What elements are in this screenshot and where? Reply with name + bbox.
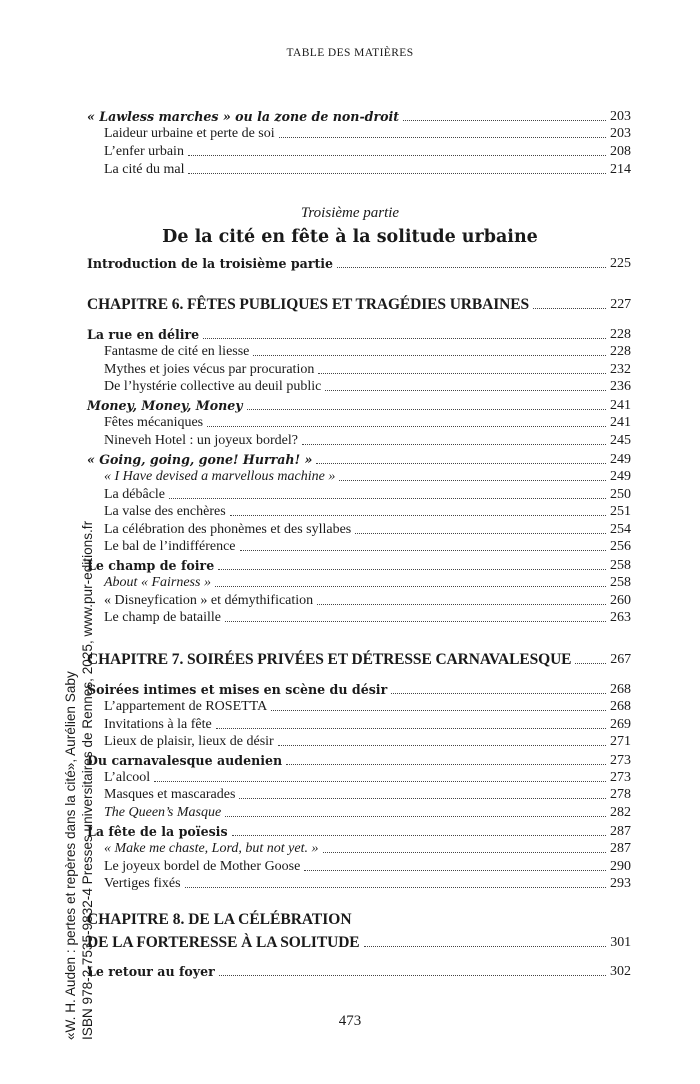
leader-dots [391, 693, 606, 694]
toc-entry[interactable] [87, 874, 631, 892]
leader-dots [215, 586, 606, 587]
toc-entry-label: Fêtes mécaniques [104, 415, 204, 430]
toc-entry-page: 236 [610, 379, 631, 394]
leader-dots [169, 498, 606, 499]
toc-entry-label: Mythes et joies vécus par procuration [104, 362, 315, 377]
toc-entry[interactable] [87, 768, 631, 786]
toc-entry[interactable] [87, 431, 631, 449]
leader-dots [230, 515, 606, 516]
toc-chapter-label: DE LA FORTERESSE À LA SOLITUDE [87, 934, 360, 951]
toc-entry[interactable] [87, 142, 631, 160]
toc-entry-page: 208 [610, 144, 631, 159]
toc-entry-page: 228 [610, 327, 631, 342]
leader-dots [403, 120, 606, 121]
toc-entry[interactable] [87, 254, 631, 272]
leader-dots [239, 798, 606, 799]
leader-dots [207, 426, 606, 427]
toc-entry-label: Du carnavalesque audenien [87, 753, 283, 768]
toc-entry[interactable] [87, 803, 631, 821]
toc-entry-label: La valse des enchères [104, 504, 226, 519]
toc-entry-page: 245 [610, 433, 631, 448]
leader-dots [316, 463, 606, 464]
toc-chapter[interactable] [87, 291, 631, 313]
toc-entry-page: 287 [610, 824, 631, 839]
toc-entry-page: 271 [610, 734, 631, 749]
toc-entry-label: La cité du mal [104, 162, 185, 177]
toc-entry-label: Le champ de foire [87, 558, 215, 573]
toc-entry[interactable] [87, 556, 631, 574]
toc-entry-label: « Lawless marches » ou la zone de non-droit [87, 109, 400, 124]
toc-entry-page: 249 [610, 469, 631, 484]
toc-entry-label: Money, Money, Money [87, 398, 243, 413]
toc-entry[interactable] [87, 502, 631, 520]
toc-entry-page: 232 [610, 362, 631, 377]
leader-dots [304, 870, 606, 871]
toc-entry-page: 302 [610, 964, 631, 979]
toc-entry[interactable] [87, 360, 631, 378]
toc-entry[interactable] [87, 537, 631, 555]
toc-entry-label: Le joyeux bordel de Mother Goose [104, 859, 301, 874]
toc-entry[interactable] [87, 680, 631, 698]
running-head: TABLE DES MATIÈRES [286, 47, 414, 59]
side-credit-line-2: ISBN 978-2-7535-9832-4 Presses universitaires de Rennes, 2025, www.pur-editions.fr [80, 520, 95, 1040]
toc-entry-page: 227 [610, 297, 631, 312]
toc-entry-label: La fête de la poïesis [87, 824, 228, 839]
leader-dots [240, 550, 606, 551]
part-label: Troisième partie [300, 205, 400, 221]
toc-entry-page: 293 [610, 876, 631, 891]
toc-entry-page: 268 [610, 682, 631, 697]
toc-entry-label: Soirées intimes et mises en scène du désir [87, 682, 388, 697]
toc-entry-page: 263 [610, 610, 631, 625]
leader-dots [232, 835, 606, 836]
toc-entry[interactable] [87, 325, 631, 343]
toc-entry-label: « I Have devised a marvellous machine » [104, 469, 336, 484]
toc-entry-label: Fantasme de cité en liesse [104, 344, 250, 359]
toc-entry[interactable] [87, 608, 631, 626]
toc-entry[interactable] [87, 591, 631, 609]
toc-entry-label: « Make me chaste, Lord, but not yet. » [104, 841, 319, 856]
toc-entry[interactable] [87, 124, 631, 142]
leader-dots [533, 308, 606, 309]
leader-dots [185, 887, 606, 888]
toc-entry-label: Le retour au foyer [87, 964, 215, 979]
toc-entry-page: 203 [610, 126, 631, 141]
toc-entry-page: 258 [610, 558, 631, 573]
leader-dots [188, 173, 606, 174]
toc-entry[interactable] [87, 715, 631, 733]
page-number: 473 [338, 1013, 362, 1029]
leader-dots [271, 710, 606, 711]
leader-dots [325, 390, 606, 391]
toc-entry-label: La rue en délire [87, 327, 200, 342]
toc-entry[interactable] [87, 520, 631, 538]
leader-dots [575, 663, 606, 664]
leader-dots [218, 569, 606, 570]
leader-dots [318, 373, 606, 374]
toc-entry-label: Le champ de bataille [104, 610, 221, 625]
toc-entry[interactable] [87, 485, 631, 503]
leader-dots [364, 946, 607, 947]
toc-entry-label: Introduction de la troisième partie [87, 256, 334, 271]
toc-entry[interactable] [87, 732, 631, 750]
leader-dots [355, 533, 606, 534]
toc-chapter[interactable] [87, 646, 631, 668]
toc-entry-label: Vertiges fixés [104, 876, 181, 891]
toc-entry[interactable] [87, 822, 631, 840]
toc-entry-page: 228 [610, 344, 631, 359]
toc-entry-page: 282 [610, 805, 631, 820]
leader-dots [279, 137, 606, 138]
leader-dots [278, 745, 606, 746]
leader-dots [225, 621, 606, 622]
leader-dots [247, 409, 606, 410]
toc-entry-page: 267 [610, 652, 631, 667]
toc-chapter-label: CHAPITRE 6. FÊTES PUBLIQUES ET TRAGÉDIES URBAINES [87, 296, 529, 313]
toc-entry-label: Invitations à la fête [104, 717, 212, 732]
leader-dots [323, 852, 607, 853]
toc-entry-page: 278 [610, 787, 631, 802]
toc-entry[interactable] [87, 962, 631, 980]
toc-entry-label: « Disneyfication » et démythification [104, 593, 314, 608]
toc-entry[interactable] [87, 785, 631, 803]
toc-entry-page: 249 [610, 452, 631, 467]
toc-entry[interactable] [87, 857, 631, 875]
toc-entry[interactable] [87, 751, 631, 769]
toc-entry-label: Nineveh Hotel : un joyeux bordel? [104, 433, 299, 448]
toc-entry-page: 225 [610, 256, 631, 271]
leader-dots [302, 444, 606, 445]
toc-entry[interactable] [87, 377, 631, 395]
toc-entry-page: 269 [610, 717, 631, 732]
leader-dots [219, 975, 606, 976]
toc-entry-label: About « Fairness » [104, 575, 211, 590]
toc-chapter-line-1: CHAPITRE 8. DE LA CÉLÉBRATION [87, 911, 352, 928]
toc-entry-page: 290 [610, 859, 631, 874]
toc-entry-label: L’appartement de ROSETTA [104, 699, 268, 714]
toc-entry[interactable] [87, 413, 631, 431]
toc-entry-page: 260 [610, 593, 631, 608]
toc-entry-page: 241 [610, 398, 631, 413]
leader-dots [203, 338, 606, 339]
toc-entry-label: « Going, going, gone! Hurrah! » [87, 452, 313, 467]
toc-entry-label: Masques et mascarades [104, 787, 236, 802]
toc-entry-label: De l’hystérie collective au deuil public [104, 379, 322, 394]
leader-dots [337, 267, 606, 268]
toc-entry-page: 287 [610, 841, 631, 856]
toc-entry-page: 273 [610, 770, 631, 785]
toc-chapter-label: CHAPITRE 7. SOIRÉES PRIVÉES ET DÉTRESSE CARNAVALESQUE [87, 651, 572, 668]
leader-dots [339, 480, 606, 481]
toc-entry-page: 214 [610, 162, 631, 177]
toc-entry-label: La débâcle [104, 487, 166, 502]
toc-entry[interactable] [87, 697, 631, 715]
toc-entry-label: Laideur urbaine et perte de soi [104, 126, 275, 141]
toc-entry-page: 250 [610, 487, 631, 502]
toc-entry-label: Le bal de l’indifférence [104, 539, 236, 554]
toc-entry-page: 203 [610, 109, 631, 124]
toc-entry-page: 251 [610, 504, 631, 519]
toc-chapter[interactable] [87, 929, 631, 951]
toc-entry[interactable] [87, 467, 631, 485]
toc-entry-label: La célébration des phonèmes et des syllabes [104, 522, 352, 537]
toc-entry-page: 256 [610, 539, 631, 554]
toc-entry-label: L’alcool [104, 770, 151, 785]
leader-dots [253, 355, 606, 356]
toc-entry-page: 268 [610, 699, 631, 714]
toc-entry-page: 301 [610, 935, 631, 950]
side-credit-line-1: «W. H. Auden : pertes et repères dans la cité», Aurélien Saby [63, 671, 78, 1040]
toc-entry[interactable] [87, 396, 631, 414]
toc-entry-page: 254 [610, 522, 631, 537]
toc-entry[interactable] [87, 839, 631, 857]
leader-dots [317, 604, 606, 605]
toc-entry[interactable] [87, 450, 631, 468]
leader-dots [216, 728, 606, 729]
leader-dots [188, 155, 606, 156]
leader-dots [154, 781, 606, 782]
toc-entry[interactable] [87, 107, 631, 125]
leader-dots [225, 816, 606, 817]
toc-entry-label: L’enfer urbain [104, 144, 184, 159]
toc-entry-page: 258 [610, 575, 631, 590]
toc-entry-label: Lieux de plaisir, lieux de désir [104, 734, 274, 749]
toc-entry[interactable] [87, 573, 631, 591]
toc-entry[interactable] [87, 342, 631, 360]
toc-entry-page: 273 [610, 753, 631, 768]
toc-entry-label: The Queen’s Masque [104, 805, 222, 820]
toc-entry[interactable] [87, 160, 631, 178]
leader-dots [286, 764, 606, 765]
toc-entry-page: 241 [610, 415, 631, 430]
part-title: De la cité en fête à la solitude urbaine [162, 227, 538, 247]
